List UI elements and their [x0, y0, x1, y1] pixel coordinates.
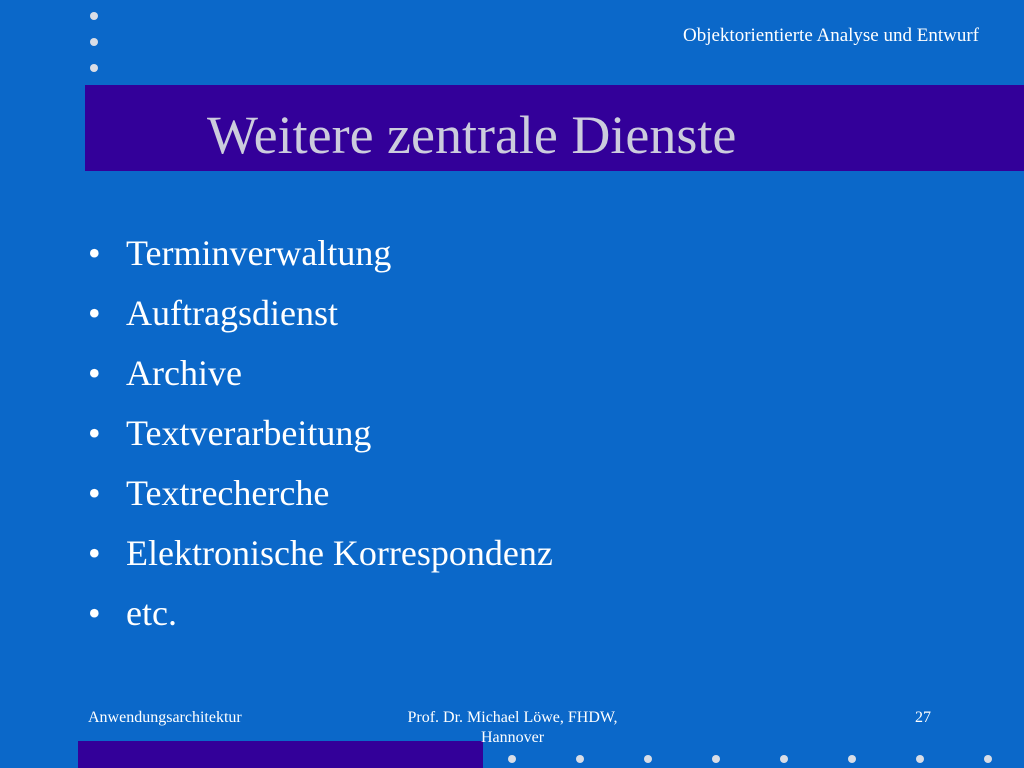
decorative-dot: [90, 12, 98, 20]
decorative-dot: [848, 755, 856, 763]
page-number: 27: [915, 709, 931, 726]
bullet-icon: •: [88, 413, 101, 453]
bullet-icon: •: [88, 473, 101, 513]
decorative-dot: [576, 755, 584, 763]
bullet-text: Terminverwaltung: [126, 233, 392, 273]
decorative-dot: [90, 64, 98, 72]
decorative-dot: [916, 755, 924, 763]
bullet-text: Textverarbeitung: [126, 413, 372, 453]
bullet-text: Textrecherche: [126, 473, 330, 513]
bullet-icon: •: [88, 293, 101, 333]
footer-course-name: Anwendungsarchitektur: [88, 709, 242, 726]
bullet-icon: •: [88, 533, 101, 573]
decorative-dot: [780, 755, 788, 763]
bullet-icon: •: [88, 233, 101, 273]
decorative-dot: [644, 755, 652, 763]
footer-author: Prof. Dr. Michael Löwe, FHDW, Hannover: [407, 709, 618, 746]
bullet-text: Archive: [126, 353, 242, 393]
decorative-dot: [712, 755, 720, 763]
bullet-text: Elektronische Korrespondenz: [126, 533, 553, 573]
slide-title: Weitere zentrale Dienste: [207, 105, 737, 165]
decorative-dot: [90, 38, 98, 46]
bullet-icon: •: [88, 593, 101, 633]
bullet-text: etc.: [126, 593, 177, 633]
decorative-dot: [508, 755, 516, 763]
bullet-text: Auftragsdienst: [126, 293, 338, 333]
bullet-icon: •: [88, 353, 101, 393]
decorative-dot: [984, 755, 992, 763]
course-title: Objektorientierte Analyse und Entwurf: [682, 25, 979, 46]
